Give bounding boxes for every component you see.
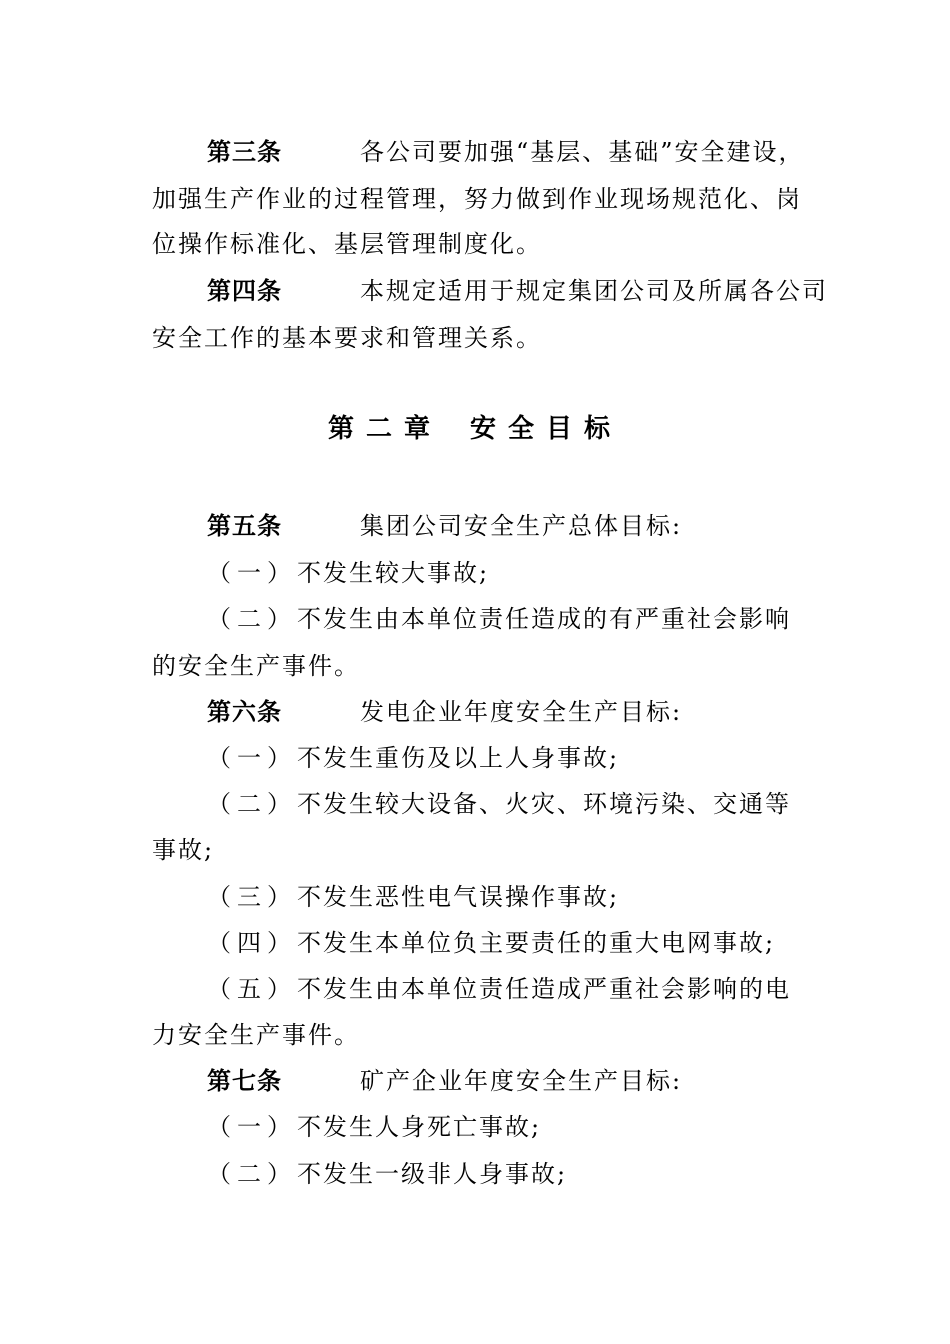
- article-4-label: 第四条: [207, 277, 282, 305]
- article-7-line-1: [207, 1065, 867, 1097]
- chapter-number: 第二章: [327, 414, 442, 444]
- chapter-heading: [0, 412, 950, 446]
- article-5-item-2-text: 不发生由本单位责任造成的有严重社会影响: [297, 605, 791, 633]
- article-3-label: 第三条: [207, 138, 282, 166]
- article-6-item-5: [207, 973, 867, 1005]
- article-7-item-2-text: 不发生一级非人身事故;: [297, 1160, 568, 1188]
- article-6-item-3-text: 不发生恶性电气误操作事故;: [297, 883, 620, 911]
- article-6-item-4: [207, 927, 867, 959]
- article-6-item-2-continued: 事故;: [152, 836, 215, 864]
- article-5-line-1: [207, 510, 867, 542]
- article-6-item-2: [207, 788, 867, 820]
- article-6-text: 发电企业年度安全生产目标:: [360, 698, 683, 726]
- article-3-line-2: 加强生产作业的过程管理，努力做到作业现场规范化、岗: [152, 185, 802, 213]
- article-6-item-4-text: 不发生本单位负主要责任的重大电网事故;: [297, 929, 776, 957]
- article-7-item-1-number: （一）: [207, 1113, 297, 1141]
- article-5-text: 集团公司安全生产总体目标:: [360, 512, 683, 540]
- article-3-line-1: [207, 136, 867, 168]
- article-4-line-2: 安全工作的基本要求和管理关系。: [152, 324, 542, 352]
- article-6-item-5-text: 不发生由本单位责任造成严重社会影响的电: [297, 975, 791, 1003]
- article-6-line-1: [207, 696, 867, 728]
- article-5-item-2-continued: 的安全生产事件。: [152, 652, 360, 680]
- article-6-item-2-text: 不发生较大设备、火灾、环境污染、交通等: [297, 790, 791, 818]
- article-7-item-1: [207, 1111, 867, 1143]
- article-7-text: 矿产企业年度安全生产目标:: [360, 1067, 683, 1095]
- article-7-item-1-text: 不发生人身死亡事故;: [297, 1113, 542, 1141]
- article-5-label: 第五条: [207, 512, 282, 540]
- article-3-line-3: 位操作标准化、基层管理制度化。: [152, 230, 542, 258]
- article-6-item-1: [207, 742, 867, 774]
- article-7-item-2: [207, 1158, 867, 1190]
- chapter-title: 安全目标: [470, 414, 623, 444]
- article-6-label: 第六条: [207, 698, 282, 726]
- article-6-item-3-number: （三）: [207, 883, 297, 911]
- article-7-item-2-number: （二）: [207, 1160, 297, 1188]
- article-5-item-2-number: （二）: [207, 605, 297, 633]
- article-3-text: 各公司要加强“基层、基础”安全建设，: [360, 138, 805, 166]
- article-5-item-1: [207, 557, 867, 589]
- article-6-item-1-text: 不发生重伤及以上人身事故;: [297, 744, 620, 772]
- article-6-item-3: [207, 881, 867, 913]
- article-6-item-1-number: （一）: [207, 744, 297, 772]
- article-6-item-5-number: （五）: [207, 975, 297, 1003]
- article-6-item-2-number: （二）: [207, 790, 297, 818]
- article-4-line-1: [207, 275, 867, 307]
- article-6-item-5-continued: 力安全生产事件。: [152, 1021, 360, 1049]
- article-5-item-1-text: 不发生较大事故;: [297, 559, 490, 587]
- article-4-text: 本规定适用于规定集团公司及所属各公司: [360, 277, 828, 305]
- article-5-item-1-number: （一）: [207, 559, 297, 587]
- article-7-label: 第七条: [207, 1067, 282, 1095]
- article-6-item-4-number: （四）: [207, 929, 297, 957]
- article-5-item-2: [207, 603, 867, 635]
